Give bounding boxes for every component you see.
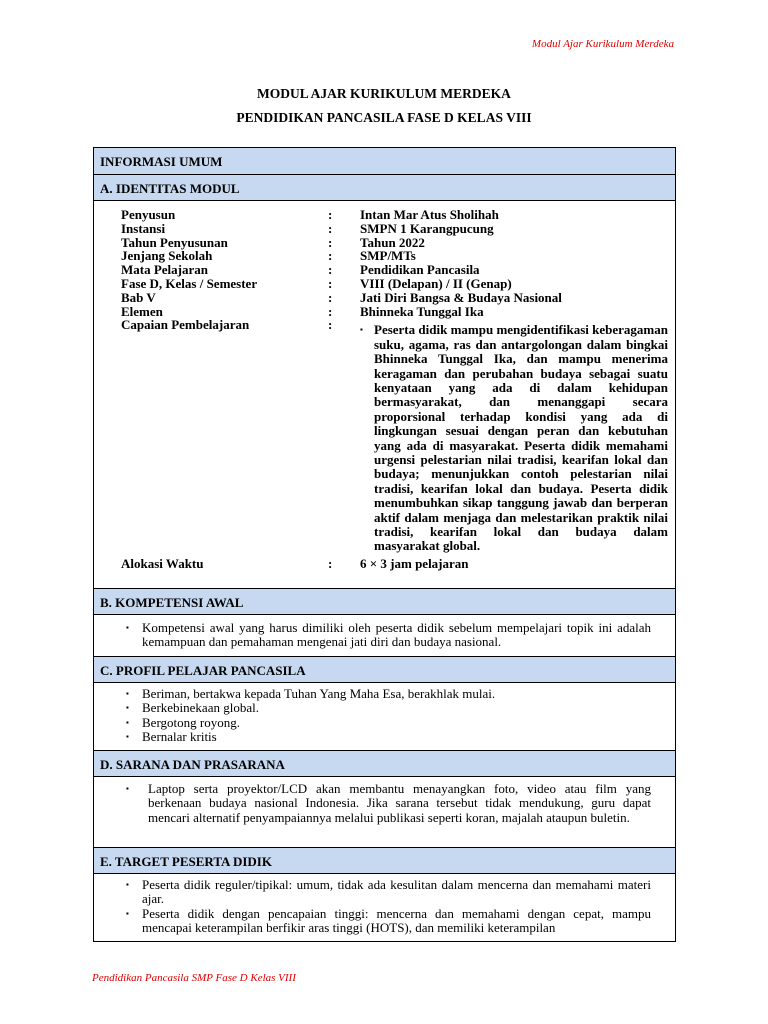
alokasi-label: Alokasi Waktu xyxy=(121,555,204,571)
profil-pelajar-body xyxy=(94,683,675,751)
colon: : xyxy=(328,275,333,291)
title-line-2: PENDIDIKAN PANCASILA FASE D KELAS VIII xyxy=(236,110,532,125)
title-line-1: MODUL AJAR KURIKULUM MERDEKA xyxy=(257,86,511,101)
list-item-text: Peserta didik dengan pencapaian tinggi: mencerna dan memahami dengan cepat, mampu mencapai keterampilan berfikir aras tinggi (HOTS), dan memiliki keterampilan xyxy=(142,905,651,936)
sarana-heading: D. SARANA DAN PRASARANA xyxy=(94,751,675,777)
capaian-item xyxy=(360,323,668,554)
identitas-value: SMP/MTs xyxy=(360,248,416,264)
list-item-text: Laptop serta proyektor/LCD akan membantu menayangkan foto, video atau film yang berkenaan budaya nasional Indonesia. Jika sarana tersebut tidak mendukung, guru dapat mencari alternatif penyampaiannya melalui publikasi seperti koran, majalah ataupun buletin. xyxy=(148,781,651,825)
colon: : xyxy=(328,317,333,333)
identitas-rows xyxy=(121,208,675,318)
identitas-row xyxy=(121,277,675,291)
identitas-value: Intan Mar Atus Sholihah xyxy=(360,207,499,222)
colon: : xyxy=(328,207,333,222)
identitas-row xyxy=(121,208,675,222)
target-list xyxy=(126,878,651,936)
running-header: Modul Ajar Kurikulum Merdeka xyxy=(531,38,674,50)
colon: : xyxy=(328,248,333,264)
identitas-row xyxy=(121,305,675,319)
bullet-icon: ▪ xyxy=(126,880,129,889)
identitas-row xyxy=(121,222,675,236)
list-item xyxy=(126,687,651,701)
alokasi-row xyxy=(121,557,675,571)
alokasi-value: 6 × 3 jam pelajaran xyxy=(360,555,469,571)
colon: : xyxy=(328,234,333,250)
colon: : xyxy=(328,555,333,571)
sarana-body xyxy=(94,777,675,848)
identitas-value: Tahun 2022 xyxy=(360,234,425,250)
identitas-value: Jati Diri Bangsa & Budaya Nasional xyxy=(360,289,562,305)
colon: : xyxy=(328,262,333,278)
identitas-label: Elemen xyxy=(121,303,163,319)
bullet-icon: ▪ xyxy=(360,325,363,335)
bullet-icon: ▪ xyxy=(126,717,129,727)
list-item-text: Peserta didik reguler/tipikal: umum, tidak ada kesulitan dalam mencerna dan memahami materi ajar. xyxy=(142,877,651,907)
colon: : xyxy=(328,289,333,305)
profil-pelajar-heading: C. PROFIL PELAJAR PANCASILA xyxy=(94,657,675,683)
capaian-row xyxy=(121,318,675,554)
bullet-icon: ▪ xyxy=(126,784,129,793)
capaian-label: Capaian Pembelajaran xyxy=(121,317,250,333)
identitas-label: Tahun Penyusunan xyxy=(121,234,228,250)
list-item-text: Bernalar kritis xyxy=(142,729,217,745)
colon: : xyxy=(328,303,333,319)
kompetensi-awal-heading: B. KOMPETENSI AWAL xyxy=(94,589,675,615)
list-item-text: Beriman, bertakwa kepada Tuhan Yang Maha Esa, berakhlak mulai. xyxy=(142,686,496,701)
identitas-value: SMPN 1 Karangpucung xyxy=(360,220,494,236)
list-item xyxy=(126,701,651,715)
sarana-list xyxy=(126,782,651,825)
identitas-label: Jenjang Sekolah xyxy=(121,248,213,264)
bullet-icon: ▪ xyxy=(126,908,129,918)
colon: : xyxy=(328,220,333,236)
identitas-label: Instansi xyxy=(121,220,166,236)
identitas-label: Fase D, Kelas / Semester xyxy=(121,275,258,291)
identitas-row xyxy=(121,249,675,263)
identitas-label: Bab V xyxy=(121,289,156,305)
identitas-row xyxy=(121,263,675,277)
kompetensi-awal-body xyxy=(94,615,675,657)
list-item-text: Berkebinekaan global. xyxy=(142,700,259,716)
running-footer: Pendidikan Pancasila SMP Fase D Kelas VIII xyxy=(92,972,296,984)
identitas-value: Bhinneka Tunggal Ika xyxy=(360,303,484,319)
identitas-heading: A. IDENTITAS MODUL xyxy=(94,175,675,201)
informasi-umum-heading: INFORMASI UMUM xyxy=(94,148,675,175)
list-item xyxy=(126,878,651,907)
list-item xyxy=(126,621,651,650)
target-body xyxy=(94,874,675,936)
list-item xyxy=(126,907,651,936)
list-item-text: Kompetensi awal yang harus dimiliki oleh peserta didik sebelum mempelajari topik ini adalah kemampuan dan pemahaman mengenai jati diri dan budaya nasional. xyxy=(142,620,651,650)
bullet-icon: ▪ xyxy=(126,623,129,632)
bullet-icon: ▪ xyxy=(126,689,129,698)
identitas-label: Penyusun xyxy=(121,207,176,222)
identitas-value: Pendidikan Pancasila xyxy=(360,262,480,278)
identitas-value: VIII (Delapan) / II (Genap) xyxy=(360,275,512,291)
list-item xyxy=(126,782,651,825)
list-item xyxy=(126,730,651,744)
list-item-text: Bergotong royong. xyxy=(142,714,240,730)
list-item xyxy=(126,716,651,730)
bullet-icon: ▪ xyxy=(126,732,129,742)
module-table xyxy=(93,147,676,942)
identitas-row xyxy=(121,236,675,250)
target-heading: E. TARGET PESERTA DIDIK xyxy=(94,848,675,874)
identitas-body xyxy=(94,201,675,589)
capaian-list xyxy=(360,322,668,554)
identitas-row xyxy=(121,291,675,305)
identitas-label: Mata Pelajaran xyxy=(121,262,209,278)
capaian-text: Peserta didik mampu mengidentifikasi keberagaman suku, agama, ras dan antargolongan dalam bingkai Bhinneka Tunggal Ika, dan mampu menerima keragaman dan perubahan budaya sebagai suatu kenyataan yang ada di dalam kehidupan bermasyarakat, dan menanggapi secara proporsional terhadap kondisi yang ada di lingkungan sesuai dengan peran dan kebutuhan yang ada di masyarakat. Peserta didik memahami urgensi pelestarian nilai tradisi, kearifan lokal dan budaya; menunjukkan contoh pelestarian nilai tradisi, kearifan lokal dan budaya. Peserta didik menumbuhkan sikap tanggung jawab dan berperan aktif dalam menjaga dan melestarikan praktik nilai tradisi, kearifan lokal dan budaya dalam masyarakat global. xyxy=(374,322,668,554)
profil-pelajar-list xyxy=(126,687,651,745)
bullet-icon: ▪ xyxy=(126,703,129,713)
document-title xyxy=(0,82,768,130)
kompetensi-awal-list xyxy=(126,621,651,650)
